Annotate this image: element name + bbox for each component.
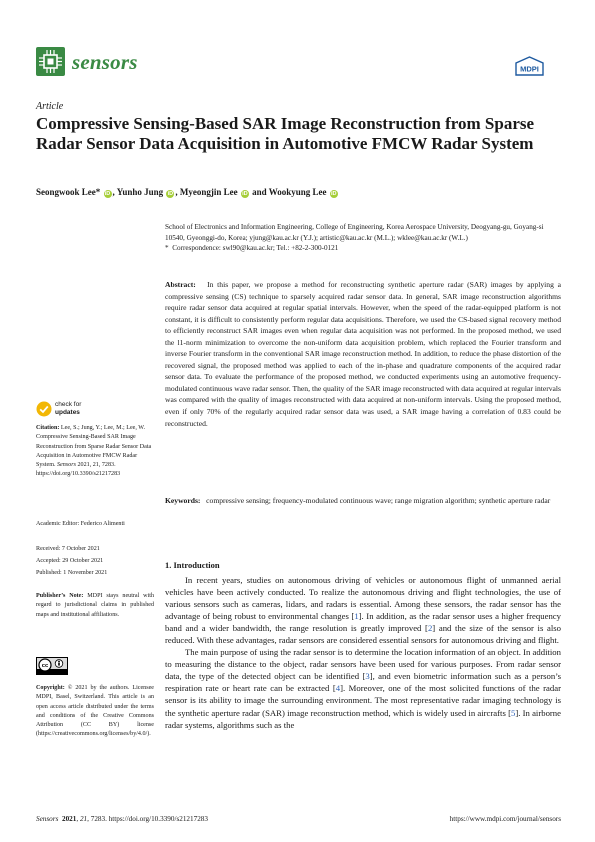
abstract-label: Abstract:	[165, 280, 196, 289]
author-separator: and	[249, 187, 269, 197]
introduction-body	[165, 574, 561, 731]
reference-link[interactable]: 5	[510, 707, 516, 718]
copyright-text: © 2021 by the authors. Licensee MDPI, Basel, Switzerland. This article is an open access article distributed under the terms and conditions of the Creative Commons Attribution (CC BY) license (https://creativecommons.org/licenses/by/4.0/).	[36, 685, 154, 738]
citation	[36, 424, 154, 480]
keywords	[165, 495, 561, 506]
author-separator: ,	[112, 187, 117, 197]
article-type: Article	[36, 101, 64, 112]
paragraph-text: ]. In addition, as the radar sensor uses a higher frequency band and a wider bandwidth, the range resolution is greatly improved [	[165, 611, 561, 634]
footer-year: 2021	[61, 815, 77, 823]
footer-journal: Sensors	[36, 815, 59, 823]
check-for-updates-link[interactable]	[55, 401, 81, 416]
paragraph-text: ], and even biometric information such as a person’s respiration rate or heart rate can be extracted [	[165, 671, 561, 694]
paragraph-text: ] and the size of the sensor is also reduced. With these advantages, radar sensors are considered essential sensors for autonomous driving and flight.	[165, 623, 561, 646]
journal-name: sensors	[72, 50, 138, 74]
citation-details: 2021, 21, 7283. https://doi.org/10.3390/s21217283	[36, 462, 121, 478]
affiliations	[165, 222, 561, 254]
abstract	[165, 279, 561, 429]
section-heading: 1. Introduction	[165, 560, 220, 570]
copyright-notice	[36, 684, 154, 740]
publisher-note-label: Publisher’s Note:	[36, 593, 84, 599]
orcid-icon[interactable]: iD	[331, 191, 337, 197]
keywords-text: compressive sensing; frequency-modulated continuous wave; range migration algorithm; synthetic aperture radar	[206, 496, 551, 505]
footer-volume: 21	[79, 815, 88, 823]
paragraph	[165, 574, 561, 646]
footer-journal-url[interactable]: https://www.mdpi.com/journal/sensors	[449, 815, 561, 823]
publisher-note	[36, 592, 154, 620]
accepted-date: Accepted: 29 October 2021	[36, 558, 104, 564]
orcid-icon[interactable]: iD	[242, 191, 248, 197]
citation-text: Lee, S.; Jung, Y.; Lee, M.; Lee, W. Compressive Sensing-Based SAR Image Reconstruction from Sparse Radar Sensor Data Acquisition in Automotive FMCW Radar System.	[36, 425, 152, 469]
paragraph-text: ]. In airborne radar systems, algorithms such as the	[165, 707, 562, 730]
cc-badge-text: cc	[41, 663, 49, 670]
abstract-text: In this paper, we propose a method for reconstructing synthetic aperture radar (SAR) images by applying a compressive sensing (CS) technique to sparsely acquired radar sensor data. In general, SAR image reconstruction algorithms require radar sensor data acquired at regular spatial intervals. However, when the speed of the radar-equipped platform is not constant, it is difficult to consistently perform regular data acquisitions. Therefore, we used the CS-based signal recovery method to efficiently reconstruct SAR images even when regular data acquisition was not performed. In the proposed method, we used the l1-norm minimization to overcome the non-uniform data acquisition problem, which replaced the Fourier transform and inverse Fourier transform in the conventional SAR image reconstruction method. In addition, to reduce the phase distortion of the recovered signal, the proposed method was applied to each of the in-phase and quadrature components of the acquired radar sensor data. To evaluate the performance of the proposed method, we conducted experiments using an automotive frequency-modulated continuous wave radar sensor. Then, the quality of the SAR image reconstructed with data acquired at regular intervals was compared with the quality of images reconstructed with data acquired at non-uniform intervals. Using the proposed method, even if only 70% of the regularly acquired radar sensor data was used, a SAR image having a correlation of 0.83 could be reconstructed.	[165, 280, 562, 428]
citation-journal: Sensors	[57, 462, 76, 469]
check-updates-line2: updates	[55, 408, 80, 416]
copyright-label: Copyright:	[36, 685, 65, 691]
author-name[interactable]: Wookyung Lee	[268, 187, 327, 197]
reference-link[interactable]: 2	[427, 623, 433, 634]
cc-license-icon[interactable]	[36, 657, 68, 675]
article-title: Compressive Sensing-Based SAR Image Reconstruction from Sparse Radar Sensor Data Acquisition in Automotive FMCW Radar System	[36, 114, 535, 153]
academic-editor: Academic Editor: Federico Alimenti	[36, 521, 125, 527]
publisher-logo-icon	[515, 56, 544, 76]
footer-citation: Sensors 2021, 21, 7283. https://doi.org/10.3390/s21217283	[36, 815, 208, 823]
corresponding-mark: *	[95, 187, 101, 197]
publisher-logo-text: MDPI	[520, 64, 539, 74]
citation-label: Citation:	[36, 425, 60, 431]
reference-link[interactable]: 1	[354, 611, 359, 622]
orcid-icon[interactable]: iD	[167, 191, 174, 197]
published-date: Published: 1 November 2021	[36, 570, 108, 576]
check-updates-line1: check for	[55, 401, 82, 408]
author-name[interactable]: Seongwook Lee	[36, 187, 96, 197]
footer-doi: , 7283. https://doi.org/10.3390/s21217283	[87, 815, 208, 823]
author-name[interactable]: Yunho Jung	[116, 187, 164, 197]
paragraph-text: ]. Moreover, one of the most solicited functions of the radar sensor is its ability to image the surrounding environment. The most representative radar imaging technology is the synthetic aperture radar (SAR) image reconstruction method, which is widely used in aircrafts [	[165, 683, 561, 718]
received-date: Received: 7 October 2021	[36, 546, 100, 552]
journal-logo-icon	[36, 47, 65, 76]
keywords-label: Keywords:	[165, 496, 201, 505]
author-separator: ,	[175, 187, 180, 197]
reference-link[interactable]: 3	[365, 671, 370, 682]
correspondence: * Correspondence: swl90@kau.ac.kr; Tel.: +82-2-300-0121	[165, 244, 339, 253]
author-name[interactable]: Myeongjin Lee	[179, 187, 238, 197]
check-for-updates-icon[interactable]	[36, 401, 52, 417]
reference-link[interactable]: 4	[335, 683, 341, 694]
affiliation-text: School of Electronics and Information Engineering, College of Engineering, Korea Aerospace University, Deogyang-gu, Goyang-si 10540, Gyeonggi-do, Korea; yjung@kau.ac.kr (Y.J.); artistic@kau.ac.kr (M.L.); wklee@kau.ac.kr (W.L.)	[165, 223, 544, 242]
paragraph	[165, 646, 561, 730]
paragraph-text: The main purpose of using the radar sensor is to determine the location information of an object. In addition to measuring the distance to the object, radar sensors have been used for various purposes. From radar sensor data, the type of the detected object can be identified [	[165, 647, 561, 682]
orcid-icon[interactable]: iD	[104, 191, 111, 197]
paragraph-text: In recent years, studies on autonomous driving of vehicles or autonomous flight of unmanned aerial vehicles have been actively conducted. To realize the autonomous driving and flight technologies, the use of various sensors such as cameras, lidars, and radars is essential. Among these sensors, the radar sensor has the advantage of being robust to environmental changes [	[165, 575, 561, 622]
publisher-note-text: MDPI stays neutral with regard to jurisdictional claims in published maps and institutional affiliations.	[36, 593, 154, 618]
author-list	[36, 186, 561, 198]
